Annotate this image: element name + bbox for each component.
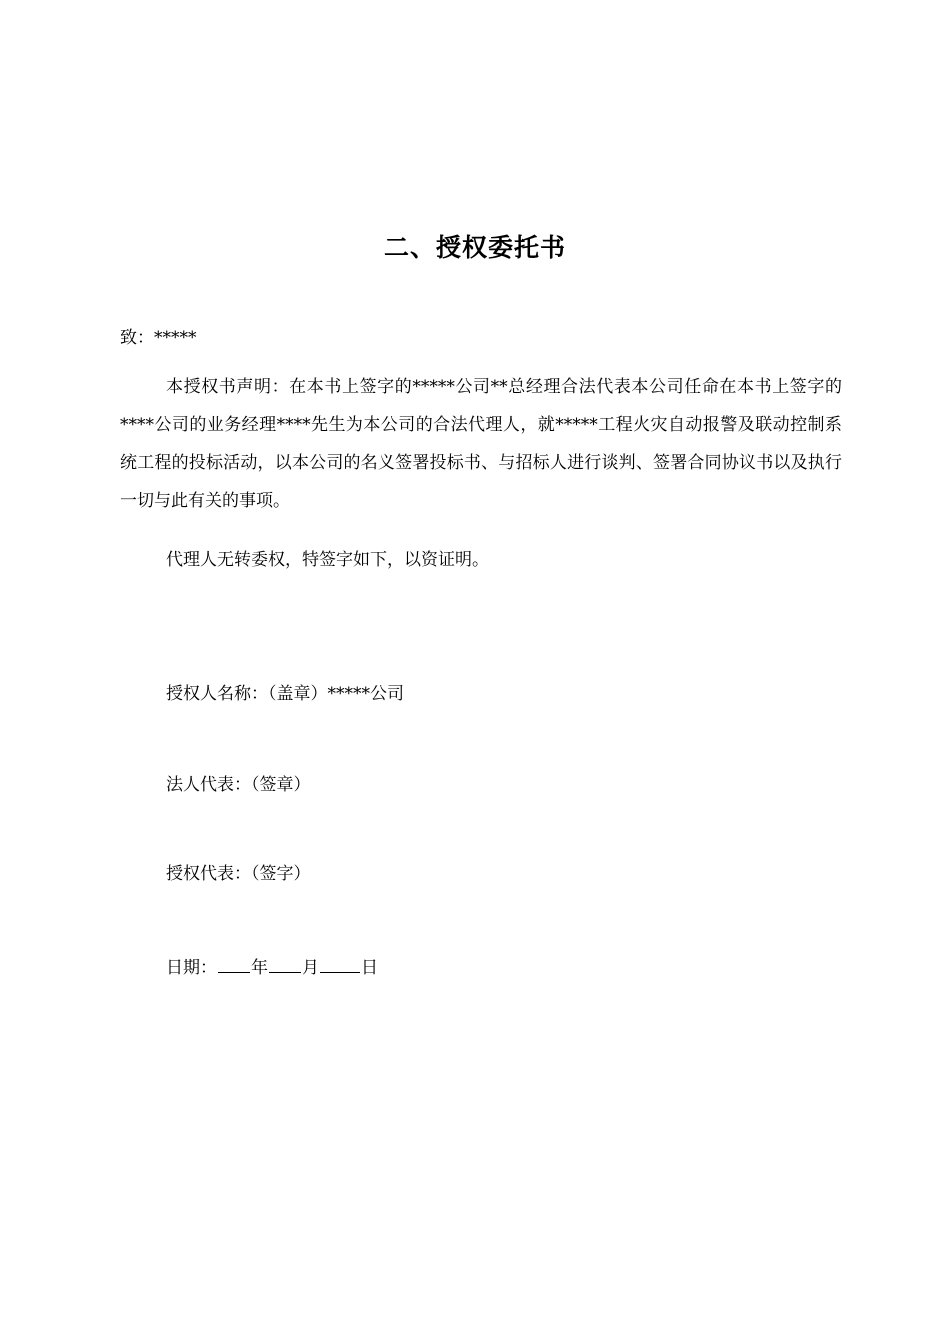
month-unit: 月 <box>302 958 319 978</box>
day-unit: 日 <box>361 958 378 978</box>
date-line <box>166 952 378 981</box>
year-blank <box>218 952 250 973</box>
month-blank <box>269 952 301 973</box>
date-label: 日期： <box>166 958 217 978</box>
day-blank <box>320 952 360 973</box>
year-unit: 年 <box>251 958 268 978</box>
statement-paragraph: 代理人无转委权，特签字如下，以资证明。 <box>166 550 489 570</box>
body-paragraph: 本授权书声明：在本书上签字的*****公司**总经理合法代表本公司任命在本书上签字的****公司的业务经理****先生为本公司的合法代理人，就*****工程火灾自动报警及联动控制系统工程的投标活动，以本公司的名义签署投标书、与招标人进行谈判、签署合同协议书以及执行一切与此有关的事项。 <box>120 377 842 511</box>
document-title: 二、授权委托书 <box>383 233 566 262</box>
legal-representative-line: 法人代表：（签章） <box>166 775 311 795</box>
authorizer-line: 授权人名称：（盖章）*****公司 <box>166 684 404 704</box>
authorized-representative-line: 授权代表：（签字） <box>166 864 311 884</box>
addressee: 致：***** <box>120 328 197 348</box>
